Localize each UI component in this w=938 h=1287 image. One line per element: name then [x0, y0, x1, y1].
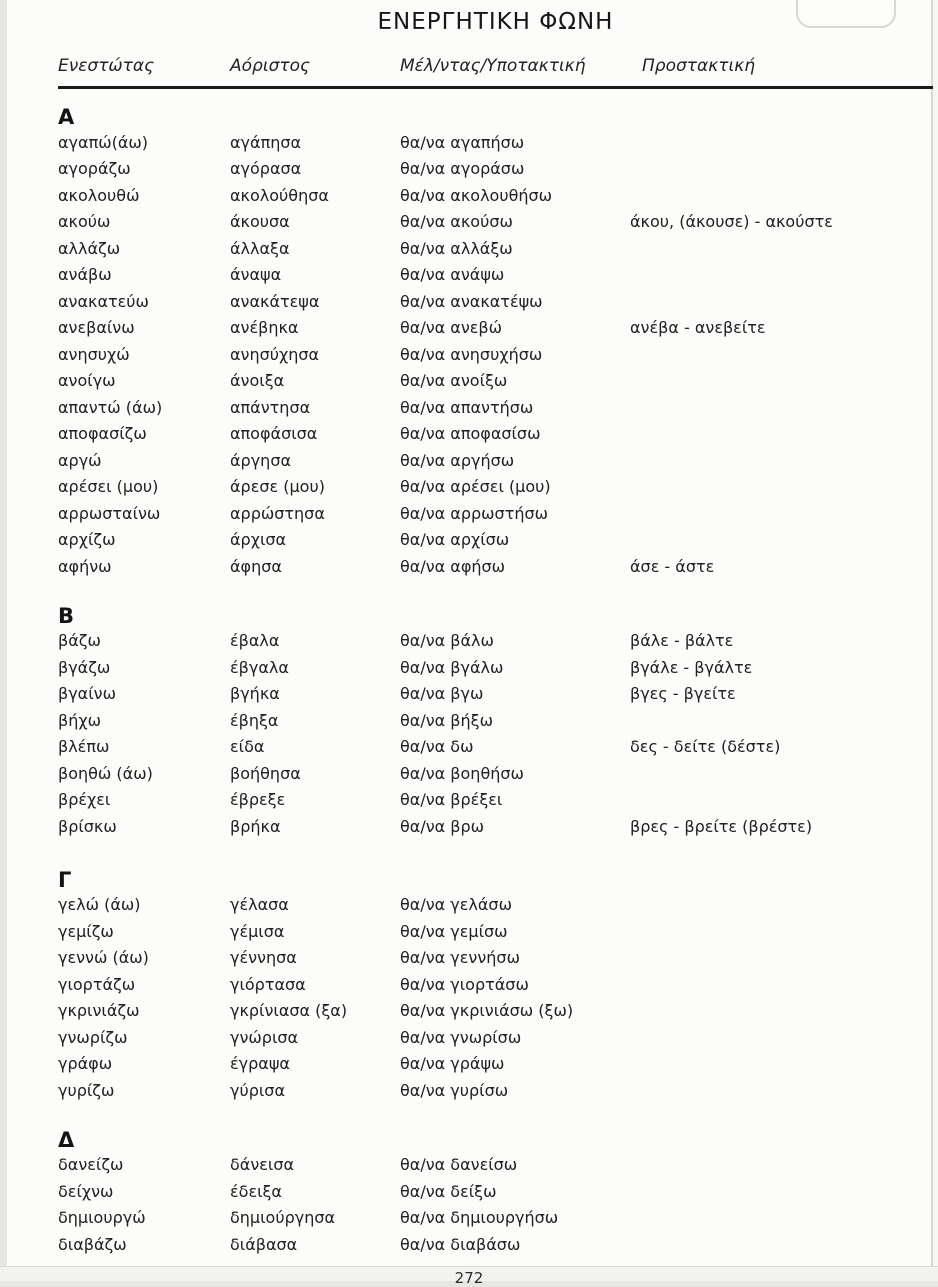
verb-row: [58, 156, 933, 183]
cell-present: βοηθώ (άω): [58, 763, 153, 783]
cell-present: διαβάζω: [58, 1234, 127, 1254]
cell-future-subjunctive: θα/να δω: [400, 737, 474, 757]
cell-aorist: αρρώστησα: [230, 503, 325, 523]
cell-present: δανείζω: [58, 1155, 124, 1175]
cell-aorist: γνώρισα: [230, 1027, 299, 1047]
cell-present: ανακατεύω: [58, 291, 149, 311]
cell-imperative: ανέβα - ανεβείτε: [630, 318, 766, 338]
cell-present: απαντώ (άω): [58, 397, 163, 417]
verb-row: [58, 707, 933, 734]
cell-aorist: έβαλα: [230, 631, 280, 651]
verb-row: [58, 182, 933, 209]
verb-row: [58, 1152, 933, 1179]
cell-present: βάζω: [58, 631, 101, 651]
cell-future-subjunctive: θα/να αποφασίσω: [400, 424, 541, 444]
verb-row: [58, 527, 933, 554]
page-title: ΕΝΕΡΓΗΤΙΚΗ ΦΩΝΗ: [377, 9, 614, 35]
cell-present: αργώ: [58, 450, 102, 470]
verb-row: [58, 998, 933, 1025]
cell-aorist: άρεσε (μου): [230, 477, 325, 497]
cell-future-subjunctive: θα/να δημιουργήσω: [400, 1208, 559, 1228]
cell-future-subjunctive: θα/να βοηθήσω: [400, 763, 524, 783]
section-rows: [58, 628, 933, 840]
cell-future-subjunctive: θα/να ανακατέψω: [400, 291, 543, 311]
verb-row: [58, 315, 933, 342]
cell-future-subjunctive: θα/να αργήσω: [400, 450, 515, 470]
verb-row: [58, 1231, 933, 1258]
cell-present: δημιουργώ: [58, 1208, 146, 1228]
verb-row: [58, 1051, 933, 1078]
cell-present: ακούω: [58, 212, 111, 232]
verb-row: [58, 209, 933, 236]
verb-row: [58, 628, 933, 655]
verb-row: [58, 681, 933, 708]
cell-present: γελώ (άω): [58, 895, 141, 915]
verb-row: [58, 813, 933, 840]
verb-section: [58, 862, 933, 1104]
verb-row: [58, 288, 933, 315]
cell-future-subjunctive: θα/να ανεβώ: [400, 318, 503, 338]
cell-present: βλέπω: [58, 737, 110, 757]
cell-present: αρρωσταίνω: [58, 503, 161, 523]
cell-aorist: αποφάσισα: [230, 424, 318, 444]
cell-present: γυρίζω: [58, 1080, 115, 1100]
cell-aorist: άργησα: [230, 450, 291, 470]
cell-aorist: άλλαξα: [230, 238, 290, 258]
cell-aorist: άναψα: [230, 265, 282, 285]
cell-aorist: γέννησα: [230, 948, 297, 968]
header-rule: [58, 86, 933, 89]
cell-future-subjunctive: θα/να γράψω: [400, 1054, 505, 1074]
column-header-present: Ενεστώτας: [58, 56, 155, 76]
section-rows: [58, 129, 933, 580]
cell-aorist: γιόρτασα: [230, 974, 306, 994]
section-letter: Α: [58, 105, 75, 129]
cell-future-subjunctive: θα/να γιορτάσω: [400, 974, 529, 994]
cell-aorist: δάνεισα: [230, 1155, 295, 1175]
verb-row: [58, 1024, 933, 1051]
verb-row: [58, 394, 933, 421]
section-letter: Δ: [58, 1127, 75, 1152]
verb-row: [58, 945, 933, 972]
cell-aorist: άρχισα: [230, 530, 287, 550]
cell-aorist: γύρισα: [230, 1080, 285, 1100]
cell-imperative: βρες - βρείτε (βρέστε): [630, 816, 813, 836]
cell-present: αγοράζω: [58, 159, 131, 179]
cell-future-subjunctive: θα/να αγοράσω: [400, 159, 525, 179]
cell-future-subjunctive: θα/να ανησυχήσω: [400, 344, 543, 364]
verb-row: [58, 1205, 933, 1232]
section-letter: Γ: [58, 867, 72, 892]
cell-present: ανησυχώ: [58, 344, 130, 364]
verb-table: [58, 99, 933, 1258]
cell-present: αγαπώ(άω): [58, 132, 149, 152]
right-page-edge: [933, 0, 938, 1266]
cell-aorist: ακολούθησα: [230, 185, 329, 205]
cell-future-subjunctive: θα/να γεμίσω: [400, 921, 508, 941]
cell-aorist: γκρίνιασα (ξα): [230, 1001, 348, 1021]
verb-row: [58, 1178, 933, 1205]
verb-section: [58, 1122, 933, 1258]
cell-future-subjunctive: θα/να αλλάξω: [400, 238, 513, 258]
cell-future-subjunctive: θα/να ανάψω: [400, 265, 505, 285]
cell-future-subjunctive: θα/να αρρωστήσω: [400, 503, 549, 523]
verb-row: [58, 892, 933, 919]
section-rows: [58, 892, 933, 1104]
cell-aorist: γέλασα: [230, 895, 289, 915]
column-header-aorist: Αόριστος: [230, 56, 310, 76]
verb-row: [58, 760, 933, 787]
verb-row: [58, 447, 933, 474]
cell-present: ανοίγω: [58, 371, 116, 391]
cell-aorist: αγάπησα: [230, 132, 302, 152]
cell-aorist: αγόρασα: [230, 159, 302, 179]
cell-aorist: βοήθησα: [230, 763, 301, 783]
cell-present: γνωρίζω: [58, 1027, 128, 1047]
verb-row: [58, 918, 933, 945]
section-rows: [58, 1152, 933, 1258]
cell-aorist: γέμισα: [230, 921, 285, 941]
verb-row: [58, 1077, 933, 1104]
cell-future-subjunctive: θα/να βρω: [400, 816, 485, 836]
cell-aorist: έδειξα: [230, 1181, 282, 1201]
cell-aorist: έγραψα: [230, 1054, 290, 1074]
cell-present: ανεβαίνω: [58, 318, 135, 338]
cell-present: αφήνω: [58, 556, 112, 576]
cell-imperative: βάλε - βάλτε: [630, 631, 734, 651]
cell-future-subjunctive: θα/να δανείσω: [400, 1155, 518, 1175]
page-content: [58, 0, 933, 1258]
cell-present: γκρινιάζω: [58, 1001, 140, 1021]
cell-aorist: απάντησα: [230, 397, 311, 417]
column-header-imperative: Προστακτική: [642, 56, 755, 76]
cell-imperative: βγες - βγείτε: [630, 684, 736, 704]
verb-row: [58, 474, 933, 501]
cell-future-subjunctive: θα/να γελάσω: [400, 895, 512, 915]
cell-future-subjunctive: θα/να απαντήσω: [400, 397, 534, 417]
cell-present: αρχίζω: [58, 530, 116, 550]
cell-future-subjunctive: θα/να βήξω: [400, 710, 493, 730]
cell-present: γεννώ (άω): [58, 948, 149, 968]
cell-future-subjunctive: θα/να δείξω: [400, 1181, 497, 1201]
section-letter: Β: [58, 603, 75, 628]
verb-section: [58, 99, 933, 580]
verb-row: [58, 787, 933, 814]
cell-present: βγαίνω: [58, 684, 116, 704]
cell-future-subjunctive: θα/να ακολουθήσω: [400, 185, 553, 205]
cell-future-subjunctive: θα/να ακούσω: [400, 212, 513, 232]
cell-aorist: βρήκα: [230, 816, 281, 836]
cell-future-subjunctive: θα/να αφήσω: [400, 556, 506, 576]
cell-future-subjunctive: θα/να βγω: [400, 684, 484, 704]
verb-section: [58, 598, 933, 840]
cell-present: ανάβω: [58, 265, 112, 285]
cell-aorist: άνοιξα: [230, 371, 285, 391]
verb-row: [58, 235, 933, 262]
verb-row: [58, 262, 933, 289]
page-sheet: [7, 0, 933, 1266]
cell-present: αποφασίζω: [58, 424, 147, 444]
verb-row: [58, 971, 933, 998]
cell-future-subjunctive: θα/να διαβάσω: [400, 1234, 521, 1254]
table-header-row: [58, 56, 933, 82]
cell-present: βγάζω: [58, 657, 111, 677]
cell-present: βρέχει: [58, 790, 111, 810]
cell-future-subjunctive: θα/να βρέξει: [400, 790, 503, 810]
cell-present: γράφω: [58, 1054, 113, 1074]
cell-future-subjunctive: θα/να γκρινιάσω (ξω): [400, 1001, 574, 1021]
verb-row: [58, 421, 933, 448]
verb-row: [58, 553, 933, 580]
verb-row: [58, 129, 933, 156]
cell-future-subjunctive: θα/να αρέσει (μου): [400, 477, 551, 497]
cell-aorist: δημιούργησα: [230, 1208, 336, 1228]
cell-future-subjunctive: θα/να βάλω: [400, 631, 494, 651]
cell-aorist: έβγαλα: [230, 657, 289, 677]
cell-aorist: άφησα: [230, 556, 282, 576]
cell-imperative: βγάλε - βγάλτε: [630, 657, 753, 677]
cell-aorist: ανακάτεψα: [230, 291, 320, 311]
cell-aorist: ανέβηκα: [230, 318, 299, 338]
cell-present: γεμίζω: [58, 921, 114, 941]
cell-present: ακολουθώ: [58, 185, 140, 205]
cell-future-subjunctive: θα/να ανοίξω: [400, 371, 508, 391]
verb-row: [58, 368, 933, 395]
cell-future-subjunctive: θα/να γνωρίσω: [400, 1027, 522, 1047]
cell-aorist: άκουσα: [230, 212, 290, 232]
cell-imperative: άσε - άστε: [630, 556, 715, 576]
cell-future-subjunctive: θα/να αγαπήσω: [400, 132, 525, 152]
verb-row: [58, 341, 933, 368]
cell-present: βρίσκω: [58, 816, 117, 836]
cell-future-subjunctive: θα/να αρχίσω: [400, 530, 510, 550]
cell-aorist: ανησύχησα: [230, 344, 320, 364]
cell-aorist: βγήκα: [230, 684, 280, 704]
column-header-future-subjunctive: Μέλ/ντας/Υποτακτική: [400, 56, 586, 76]
cell-present: βήχω: [58, 710, 101, 730]
cell-present: δείχνω: [58, 1181, 114, 1201]
cell-aorist: έβρεξε: [230, 790, 286, 810]
page-number: 272: [454, 1269, 484, 1287]
verb-row: [58, 500, 933, 527]
cell-present: αρέσει (μου): [58, 477, 159, 497]
cell-aorist: διάβασα: [230, 1234, 298, 1254]
cell-aorist: έβηξα: [230, 710, 279, 730]
cell-present: αλλάζω: [58, 238, 121, 258]
cell-imperative: άκου, (άκουσε) - ακούστε: [630, 212, 833, 232]
verb-row: [58, 734, 933, 761]
verb-row: [58, 654, 933, 681]
cell-future-subjunctive: θα/να γυρίσω: [400, 1080, 509, 1100]
cell-imperative: δες - δείτε (δέστε): [630, 737, 781, 757]
cell-present: γιορτάζω: [58, 974, 136, 994]
cell-future-subjunctive: θα/να γεννήσω: [400, 948, 520, 968]
cell-future-subjunctive: θα/να βγάλω: [400, 657, 504, 677]
cell-aorist: είδα: [230, 737, 265, 757]
